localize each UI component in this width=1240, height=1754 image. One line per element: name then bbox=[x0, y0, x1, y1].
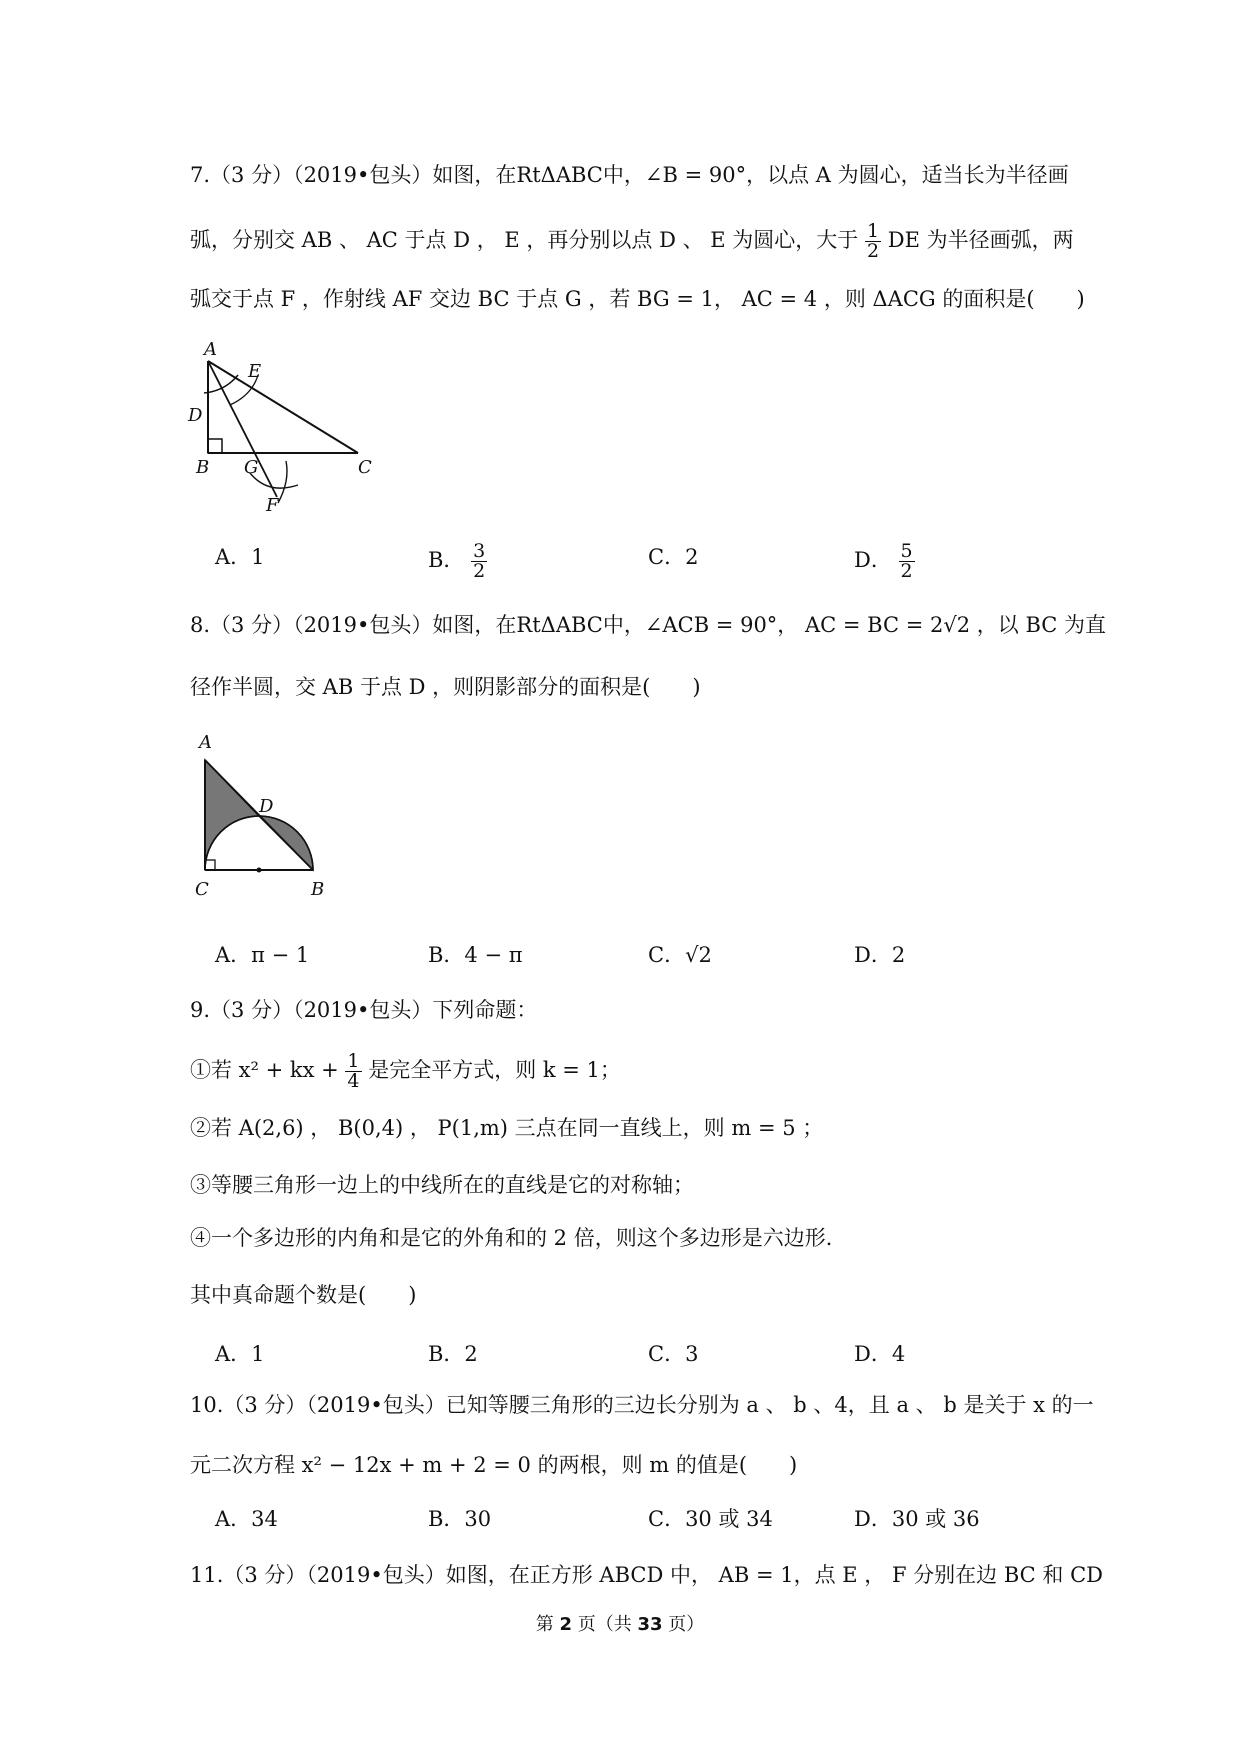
q9-option-b: B．2 bbox=[428, 1342, 478, 1366]
q9-item-4: ④一个多边形的内角和是它的外角和的 2 倍，则这个多边形是六边形． bbox=[190, 1226, 847, 1250]
q8-line-2: 径作半圆，交 AB 于点 D ，则阴影部分的面积是( ) bbox=[190, 675, 701, 699]
q7-half-fraction bbox=[865, 222, 881, 261]
q11-line-1: 11.（3 分）（2019•包头）如图，在正方形 ABCD 中， AB = 1，点 E ， F 分别在边 BC 和 CD bbox=[190, 1563, 1104, 1587]
q7-line-1: 7.（3 分）（2019•包头）如图，在RtΔABC中，∠B = 90°，以点 A 为圆心，适当长为半径画 bbox=[190, 163, 1069, 187]
q10-option-b: B．30 bbox=[428, 1507, 492, 1531]
q9-option-c: C．3 bbox=[648, 1342, 699, 1366]
q7-option-d bbox=[854, 542, 915, 581]
q10-option-a: A．34 bbox=[215, 1507, 278, 1531]
q8-label-D: D bbox=[259, 796, 274, 817]
q7-option-b-denominator: 2 bbox=[473, 560, 486, 582]
q7-line-3: 弧交于点 F ，作射线 AF 交边 BC 于点 G ，若 BG = 1， AC = 4 ，则 ΔACG 的面积是( ) bbox=[190, 287, 1085, 311]
q8-line-1: 8.（3 分）（2019•包头）如图，在RtΔABC中，∠ACB = 90°， AC = BC = 2√2 ，以 BC 为直 bbox=[190, 613, 1107, 637]
q7-half-denominator: 2 bbox=[866, 240, 880, 262]
q9-quarter-denominator: 4 bbox=[347, 1070, 360, 1092]
q7-option-b-prefix: B． bbox=[428, 548, 465, 572]
q8-option-b: B．4 − π bbox=[428, 943, 523, 967]
q9-item-2: ②若 A(2,6) ， B(0,4) ， P(1,m) 三点在同一直线上，则 m = 5 ； bbox=[190, 1116, 824, 1140]
footer-total-pages: 33 bbox=[637, 1614, 663, 1635]
q9-item-3: ③等腰三角形一边上的中线所在的直线是它的对称轴； bbox=[190, 1173, 694, 1197]
q7-label-F: F bbox=[266, 495, 279, 515]
q8-option-c: C．√2 bbox=[648, 943, 712, 967]
q9-line-1: 9.（3 分）（2019•包头）下列命题： bbox=[190, 998, 538, 1022]
q9-item-1-text-a: ①若 x² + kx + bbox=[190, 1058, 339, 1082]
q10-option-d: D．30 或 36 bbox=[854, 1507, 980, 1531]
q9-item-1-text-b: 是完全平方式，则 k = 1； bbox=[368, 1058, 621, 1082]
q8-label-C: C bbox=[195, 879, 209, 900]
q7-option-d-denominator: 2 bbox=[900, 560, 913, 582]
q7-option-d-prefix: D． bbox=[854, 548, 892, 572]
q9-quarter-numerator: 1 bbox=[347, 1050, 360, 1072]
footer-suffix: 页） bbox=[662, 1614, 705, 1635]
q7-line-2 bbox=[190, 222, 1074, 261]
q8-figure-semicircle bbox=[185, 730, 335, 905]
footer-middle: 页（共 bbox=[572, 1614, 638, 1635]
q7-line-2-text-a: 弧，分别交 AB 、 AC 于点 D ， E ，再分别以点 D 、 E 为圆心，大于 bbox=[190, 228, 859, 252]
q8-option-d: D．2 bbox=[854, 943, 906, 967]
q7-line-2-text-b: DE 为半径画弧，两 bbox=[887, 228, 1074, 252]
q7-option-b-fraction bbox=[471, 542, 487, 581]
q7-label-B: B bbox=[196, 457, 210, 478]
q9-question: 其中真命题个数是( ) bbox=[190, 1283, 417, 1307]
q7-option-d-fraction bbox=[899, 542, 915, 581]
q7-label-A: A bbox=[204, 339, 217, 360]
q10-option-c: C．30 或 34 bbox=[648, 1507, 773, 1531]
page-footer bbox=[0, 1610, 1240, 1636]
q9-item-1 bbox=[190, 1052, 621, 1091]
q7-option-b bbox=[428, 542, 487, 581]
q7-label-G: G bbox=[244, 457, 259, 478]
q9-quarter-fraction bbox=[345, 1052, 361, 1091]
q10-line-1: 10.（3 分）（2019•包头）已知等腰三角形的三边长分别为 a 、 b 、4，且 a 、 b 是关于 x 的一 bbox=[190, 1393, 1094, 1417]
q7-figure-triangle bbox=[180, 335, 380, 515]
q10-line-2: 元二次方程 x² − 12x + m + 2 = 0 的两根，则 m 的值是( ) bbox=[190, 1453, 798, 1477]
q7-option-d-numerator: 5 bbox=[900, 540, 913, 562]
q9-option-a: A．1 bbox=[215, 1342, 265, 1366]
q8-option-a: A．π − 1 bbox=[215, 943, 310, 967]
footer-prefix: 第 bbox=[535, 1614, 560, 1635]
q7-option-b-numerator: 3 bbox=[473, 540, 486, 562]
q7-option-c: C．2 bbox=[648, 545, 699, 569]
q8-label-A: A bbox=[199, 732, 212, 753]
q7-label-E: E bbox=[248, 361, 262, 382]
q7-half-numerator: 1 bbox=[866, 220, 880, 242]
q7-option-a: A．1 bbox=[215, 545, 265, 569]
q9-option-d: D．4 bbox=[854, 1342, 906, 1366]
q8-label-B: B bbox=[311, 879, 325, 900]
q7-label-C: C bbox=[358, 457, 372, 478]
q7-label-D: D bbox=[188, 405, 203, 426]
footer-page-number: 2 bbox=[559, 1614, 572, 1635]
